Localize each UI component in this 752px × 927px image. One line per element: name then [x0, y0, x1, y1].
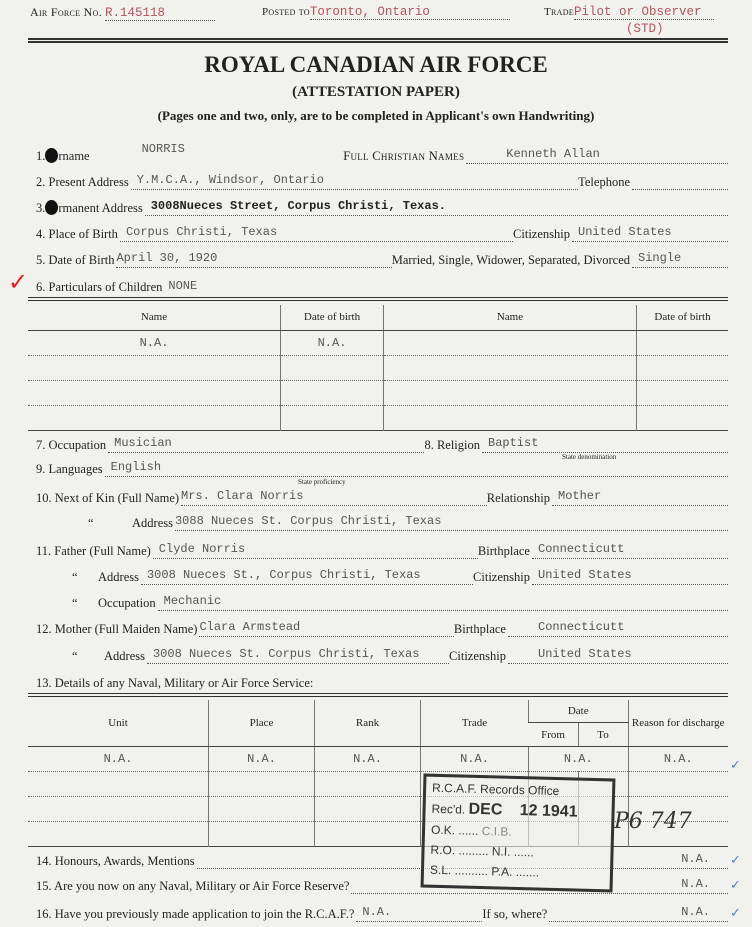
- trade-note: (STD): [626, 22, 664, 36]
- father-value: Clyde Norris: [153, 542, 478, 559]
- redaction-blob: [45, 200, 58, 215]
- nok-label: 10. Next of Kin (Full Name): [36, 491, 180, 505]
- page-subtitle: (ATTESTATION PAPER): [292, 84, 460, 100]
- citizenship-label: Citizenship: [513, 227, 570, 241]
- stamp-recd: Rec'd.: [431, 801, 466, 817]
- air-force-no-label: Air Force No.: [30, 5, 103, 19]
- father-label: 11. Father (Full Name): [36, 544, 151, 558]
- stamp-sl: S.L.: [429, 862, 452, 878]
- occupation-label: 7. Occupation: [36, 438, 107, 452]
- birthplace-label: Birthplace: [453, 622, 506, 636]
- ditto-mark: “: [72, 649, 78, 663]
- permanent-address-label: rmanent Address: [58, 201, 143, 215]
- cell: N.A.: [529, 747, 629, 772]
- col-from: From: [529, 723, 579, 747]
- divider: [28, 38, 728, 45]
- languages-label: 9. Languages: [36, 462, 103, 476]
- posted-to-label: Posted to: [262, 6, 310, 18]
- honours-label: 14. Honours, Awards, Mentions: [36, 854, 195, 868]
- marital-label: Married, Single, Widower, Separated, Divorced: [391, 253, 630, 267]
- nok-value: Mrs. Clara Norris: [181, 489, 487, 506]
- stamp-ro: R.O.: [430, 842, 456, 858]
- languages-value: English: [105, 460, 728, 477]
- mother-birthplace-value: Connecticutt: [508, 620, 728, 637]
- blue-check-icon: ✓: [730, 905, 741, 920]
- cell: [384, 330, 637, 355]
- telephone-value: [632, 173, 728, 190]
- surname-value: NORRIS: [141, 142, 185, 156]
- trade: Pilot or Observer: [574, 5, 714, 20]
- red-checkmark-icon: ✓: [8, 270, 29, 296]
- row-surname: [36, 142, 728, 164]
- permanent-address-value: 3008Nueces Street, Corpus Christi, Texas.: [145, 199, 728, 216]
- stamp-pa: P.A.: [491, 864, 513, 879]
- stamp-date: 12 1941: [519, 802, 578, 821]
- mother-address-value: 3008 Nueces St. Corpus Christi, Texas: [147, 647, 449, 664]
- cell: N.A.: [209, 747, 315, 772]
- ditto-mark: “: [72, 596, 78, 610]
- reserve-value: N.A.: [351, 877, 728, 894]
- header-row: [30, 5, 215, 21]
- ditto-mark: “: [72, 570, 78, 584]
- ditto-mark: “: [88, 516, 94, 530]
- birthplace-label: 4. Place of Birth: [36, 227, 118, 241]
- father-birthplace-value: Connecticutt: [532, 542, 728, 559]
- father-citizenship-value: United States: [532, 568, 728, 585]
- cell: N.A.: [281, 330, 384, 355]
- religion-value: Baptist: [482, 436, 728, 453]
- cell: N.A.: [28, 747, 209, 772]
- cell: [637, 330, 729, 355]
- marital-value: Single: [632, 251, 728, 268]
- address-label: Address: [104, 649, 145, 663]
- instruction: (Pages one and two, only, are to be completed in Applicant's own Handwriting): [157, 108, 595, 123]
- occupation-label: Occupation: [98, 596, 156, 610]
- cell: N.A.: [421, 747, 529, 772]
- mother-citizenship-value: United States: [508, 647, 728, 664]
- father-occupation-value: Mechanic: [158, 594, 728, 611]
- children-value: NONE: [168, 279, 198, 293]
- birthplace-label: Birthplace: [477, 544, 530, 558]
- permanent-number: 3.: [36, 201, 46, 215]
- relationship-label: Relationship: [486, 491, 550, 505]
- redaction-blob: [45, 148, 58, 163]
- previous-label: 16. Have you previously made application to join the R.C.A.F.?: [36, 907, 355, 921]
- surname-number: 1.: [36, 149, 46, 163]
- present-address-label: 2. Present Address: [36, 175, 129, 189]
- stamp-ni: N.I.: [491, 844, 511, 859]
- blue-check-icon: ✓: [730, 852, 741, 867]
- mother-value: Clara Armstead: [199, 620, 453, 637]
- col-trade: Trade: [421, 700, 529, 747]
- records-office-stamp: R.C.A.F. Records Office Rec'd. DEC 12 1941 O.K. ...... C.I.B. R.O. ......... N.I. ...... S.L. .......... P.A. .......: [421, 774, 616, 893]
- cell: N.A.: [628, 747, 728, 772]
- father-address-value: 3008 Nueces St., Corpus Christi, Texas: [141, 568, 473, 585]
- col-name: Name: [28, 305, 281, 330]
- honours-value: N.A.: [197, 852, 728, 869]
- col-reason: Reason for discharge: [628, 700, 728, 747]
- service-label: 13. Details of any Naval, Military or Air Force Service:: [36, 676, 314, 690]
- col-place: Place: [209, 700, 315, 747]
- present-address-value: Y.M.C.A., Windsor, Ontario: [131, 173, 578, 190]
- col-rank: Rank: [315, 700, 421, 747]
- col-dob: Date of birth: [281, 305, 384, 330]
- air-force-no: R.145118: [105, 6, 215, 21]
- trade-label: Trade: [544, 6, 574, 18]
- religion-label: 8. Religion: [424, 438, 480, 452]
- previous-value: N.A.: [356, 905, 482, 922]
- citizenship-label: Citizenship: [473, 570, 530, 584]
- christian-names-label: Full Christian Names: [343, 149, 465, 163]
- christian-names-value: Kenneth Allan: [466, 147, 728, 164]
- where-value: N.A.: [549, 905, 728, 922]
- where-label: If so, where?: [482, 907, 548, 921]
- surname-label: rname: [58, 149, 90, 163]
- handwritten-initials: P6 747: [614, 809, 692, 834]
- occupation-value: Musician: [108, 436, 424, 453]
- col-dob: Date of birth: [637, 305, 729, 330]
- mother-label: 12. Mother (Full Maiden Name): [36, 622, 198, 636]
- citizenship-label: Citizenship: [449, 649, 506, 663]
- telephone-label: Telephone: [578, 175, 630, 189]
- col-to: To: [578, 723, 628, 747]
- children-table: [28, 305, 728, 431]
- relationship-value: Mother: [552, 489, 728, 506]
- cell: N.A.: [315, 747, 421, 772]
- blue-check-icon: ✓: [730, 877, 741, 892]
- children-label: 6. Particulars of Children: [36, 280, 163, 294]
- dob-label: 5. Date of Birth: [36, 253, 115, 267]
- birthplace-value: Corpus Christi, Texas: [120, 225, 513, 242]
- blue-check-icon: ✓: [730, 757, 741, 772]
- address-label: Address: [132, 516, 173, 530]
- religion-note: State denomination: [562, 453, 617, 461]
- stamp-title: R.C.A.F. Records Office: [431, 780, 560, 799]
- address-label: Address: [98, 570, 139, 584]
- reserve-label: 15. Are you now on any Naval, Military or Air Force Reserve?: [36, 879, 350, 893]
- stamp-month: DEC: [468, 800, 503, 819]
- stamp-ok: O.K.: [430, 822, 456, 838]
- posted-to: Toronto, Ontario: [310, 5, 510, 20]
- col-name: Name: [384, 305, 637, 330]
- col-date: Date: [529, 700, 629, 723]
- citizenship-value: United States: [572, 225, 728, 242]
- dob-value: April 30, 1920: [116, 251, 391, 268]
- languages-note: State proficiency: [298, 478, 346, 486]
- stamp-cib: C.I.B.: [481, 824, 512, 839]
- nok-address-value: 3088 Nueces St. Corpus Christi, Texas: [175, 514, 728, 531]
- page-title: ROYAL CANADIAN AIR FORCE: [204, 52, 548, 77]
- col-unit: Unit: [28, 700, 209, 747]
- cell: N.A.: [28, 330, 281, 355]
